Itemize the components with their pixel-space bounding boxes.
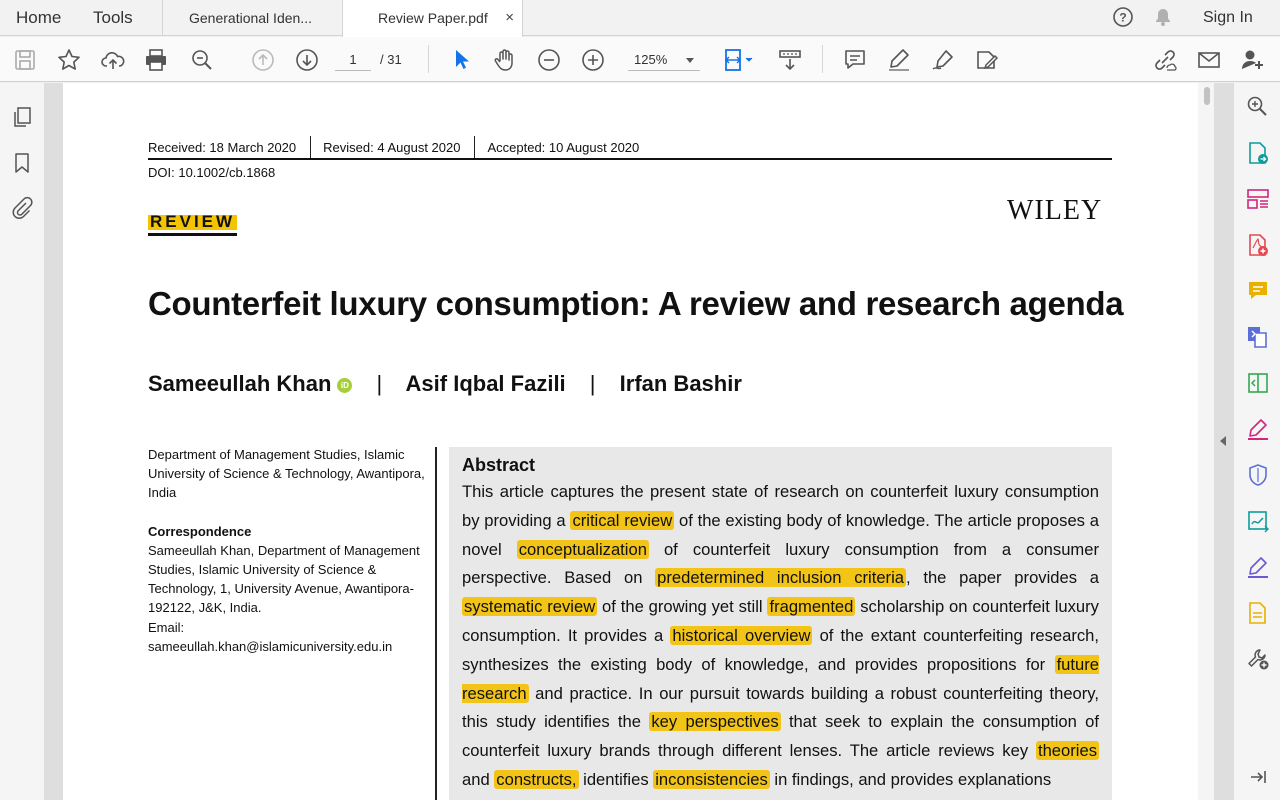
bookmark-icon[interactable] xyxy=(10,151,34,175)
collapse-right-panel-icon[interactable] xyxy=(1220,436,1226,446)
abstract-text: This article captures the present state of research on counterfeit luxury consumption by providing a critical review of the existing body of knowledge. The article proposes a novel conceptualization of counterfeit luxury consumption from a consumer perspective. Based on predetermined inclusion criteria , the paper provides a systematic review of the growing yet still fragmented scholarship on counterfeit luxury consumption. It provides a historical overview of the extant counterfeiting research, synthesizes the existing body of knowledge, and provides propositions for future research and practice. In our pursuit towards building a robust counterfeiting theory, this study identifies the key perspectives that seek to explain the consumption of counterfeit luxury brands through different lenses. The article reviews key theories and constructs, identifies inconsistencies in findings, and provides explanations xyxy=(462,482,1100,789)
highlight-annotation[interactable]: future research xyxy=(462,654,1099,703)
combine-files-icon[interactable] xyxy=(1246,325,1270,354)
edit-pdf-icon[interactable] xyxy=(1246,371,1270,400)
received-date: Received: 18 March 2020 xyxy=(148,140,297,156)
search-zoom-icon[interactable] xyxy=(1246,95,1268,122)
prepare-form-icon[interactable] xyxy=(1246,601,1270,630)
abstract-box xyxy=(449,447,1112,800)
doi-text: DOI: 10.1002/cb.1868 xyxy=(148,165,276,180)
home-tab[interactable]: Home xyxy=(16,8,62,27)
protect-shield-icon[interactable] xyxy=(1246,463,1270,492)
page-total-label: / 31 xyxy=(380,52,402,67)
next-page-icon[interactable] xyxy=(294,47,320,73)
svg-text:?: ? xyxy=(1119,10,1127,25)
scroll-thumb[interactable] xyxy=(1204,87,1210,105)
email-icon[interactable] xyxy=(1196,47,1222,73)
select-cursor-icon[interactable] xyxy=(448,47,474,73)
zoom-out-icon[interactable] xyxy=(536,47,562,73)
highlight-annotation[interactable]: key perspectives xyxy=(651,712,779,732)
highlight-annotation[interactable]: inconsistencies xyxy=(655,769,768,789)
page-thumbnails-icon[interactable] xyxy=(10,105,34,129)
upload-cloud-icon[interactable] xyxy=(100,47,126,73)
highlight-annotation[interactable]: theories xyxy=(1037,741,1097,761)
sign-pen-icon[interactable] xyxy=(930,47,956,73)
zoom-in-icon[interactable] xyxy=(580,47,606,73)
vertical-scrollbar[interactable] xyxy=(1198,83,1214,800)
author-name: Irfan Bashir xyxy=(619,371,742,396)
send-for-signature-icon[interactable] xyxy=(1246,509,1270,538)
close-tab-icon[interactable]: × xyxy=(505,9,514,26)
article-type-tag: REVIEW xyxy=(148,211,237,236)
create-pdf-icon[interactable] xyxy=(1246,233,1270,262)
bell-icon[interactable] xyxy=(1152,6,1174,33)
document-tab-generational[interactable] xyxy=(162,0,343,36)
document-tab-label: Generational Iden... xyxy=(189,10,312,26)
document-tab-review-paper[interactable] xyxy=(342,0,523,37)
document-viewer[interactable] xyxy=(45,83,1233,800)
header-rule xyxy=(148,158,1112,160)
tools-tab[interactable]: Tools xyxy=(93,8,133,27)
zoom-level-value: 125% xyxy=(634,52,668,67)
comment-icon[interactable] xyxy=(842,47,868,73)
page-number-input[interactable] xyxy=(335,49,371,71)
correspondence-heading: Correspondence xyxy=(148,523,252,539)
fill-and-sign-icon[interactable] xyxy=(1246,417,1270,446)
document-tab-label: Review Paper.pdf xyxy=(378,10,488,26)
revised-date: Revised: 4 August 2020 xyxy=(323,140,461,156)
orcid-icon[interactable]: iD xyxy=(337,378,352,393)
tools-pane xyxy=(1233,83,1280,800)
toolbar-divider xyxy=(822,45,823,73)
tab-bar xyxy=(0,0,1280,36)
highlight-annotation[interactable]: critical review xyxy=(572,510,673,530)
highlight-annotation[interactable]: constructs, xyxy=(496,769,577,789)
column-divider xyxy=(435,447,437,800)
highlight-annotation[interactable]: conceptualization xyxy=(518,539,647,559)
add-user-icon[interactable] xyxy=(1240,47,1266,73)
meta-divider xyxy=(474,136,475,158)
meta-divider xyxy=(310,136,311,158)
author-separator: | xyxy=(376,371,383,396)
abstract-heading: Abstract xyxy=(462,455,536,475)
highlight-pen-icon[interactable] xyxy=(886,47,912,73)
hand-tool-icon[interactable] xyxy=(492,47,518,73)
article-title: Counterfeit luxury consumption: A review and research agenda xyxy=(148,285,1124,322)
expand-tools-pane-icon[interactable] xyxy=(1248,767,1268,792)
help-icon[interactable] xyxy=(1112,6,1134,33)
previous-page-icon[interactable] xyxy=(250,47,276,73)
article-dates xyxy=(148,138,651,160)
highlight-annotation[interactable]: fragmented xyxy=(769,597,854,617)
author-name: Asif Iqbal Fazili xyxy=(405,371,566,396)
scroll-mode-icon[interactable] xyxy=(777,47,803,73)
fill-sign-icon[interactable] xyxy=(974,47,1000,73)
comment-tool-icon[interactable] xyxy=(1246,279,1270,308)
organize-pages-icon[interactable] xyxy=(1246,187,1270,216)
author-list xyxy=(148,371,742,397)
save-icon[interactable] xyxy=(12,47,38,73)
publisher-logo: WILEY xyxy=(1007,195,1103,226)
correspondence-email: Email: sameeullah.khan@islamicuniversity.edu.in xyxy=(148,619,393,654)
zoom-out-search-icon[interactable] xyxy=(189,47,215,73)
chevron-down-icon xyxy=(686,58,694,63)
attachment-icon[interactable] xyxy=(10,196,34,220)
request-signature-icon[interactable] xyxy=(1246,555,1270,584)
highlight-annotation[interactable]: systematic review xyxy=(464,597,596,617)
correspondence-text: Sameeullah Khan, Department of Management Studies, Islamic University of Science & Technology, 1, University Avenue, Awantipora-192122, J&K, India. xyxy=(148,542,420,616)
print-icon[interactable] xyxy=(143,47,169,73)
toolbar-divider xyxy=(428,45,429,73)
sign-in-link[interactable]: Sign In xyxy=(1203,9,1253,26)
affiliation-column xyxy=(148,445,428,656)
export-pdf-icon[interactable] xyxy=(1246,141,1270,170)
fit-page-icon[interactable] xyxy=(722,47,756,73)
author-separator: | xyxy=(589,371,596,396)
affiliation-text: Department of Management Studies, Islamic University of Science & Technology, Awantipora, India xyxy=(148,447,425,501)
pdf-page xyxy=(63,83,1199,800)
link-cloud-icon[interactable] xyxy=(1152,47,1178,73)
main-toolbar xyxy=(0,37,1280,82)
more-tools-wrench-icon[interactable] xyxy=(1246,647,1270,676)
left-navigation-panel xyxy=(0,83,45,800)
star-icon[interactable] xyxy=(56,47,82,73)
author-name: Sameeullah Khan xyxy=(148,371,332,396)
highlight-annotation[interactable]: historical overview xyxy=(672,625,811,645)
accepted-date: Accepted: 10 August 2020 xyxy=(487,140,640,156)
zoom-level-dropdown[interactable] xyxy=(628,49,700,71)
highlight-annotation[interactable]: predetermined inclusion criteria xyxy=(657,568,904,588)
